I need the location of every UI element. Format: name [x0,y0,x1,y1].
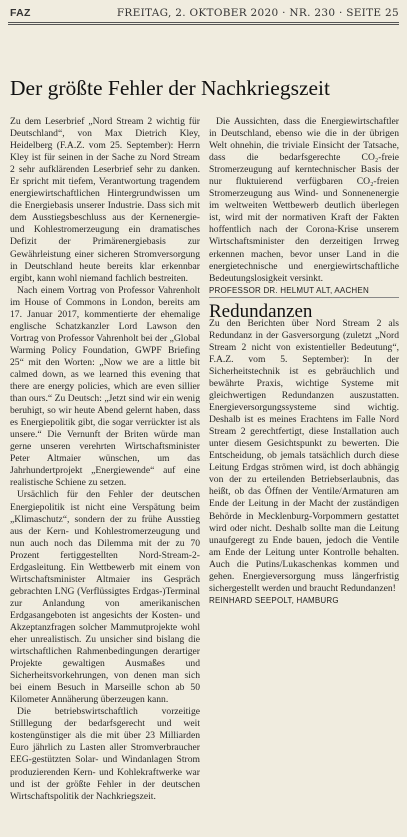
header-rule-double [8,24,399,25]
letter1-paragraph: Nach einem Vortrag von Professor Vahrenholt im House of Commons in London, bereits am 17. Januar 2017, kommentierte der ehemalige englische Schatzkanzler Lord Lawson den Vortrag von Professor Vahrenholt bei der „Global Warming Policy Foundation, GWPF Briefing 25“ mit den Worten: „Now we are a little bit calmed down, as we learned this evening that there are energy policies, which are even sillier than ours.“ Zu Deutsch: „Jetzt sind wir ein wenig beruhigt, so wir heute Abend gelernt haben, dass es Energiepolitik gibt, die sogar verrückter ist als unsere.“ Die Vernunft der Briten würde man gerne unseren verehrten Wirtschaftsminister Peter Altmaier wünschen, um das Jahrhundertprojekt „Energiewende“ auf eine realistische Schiene zu setzen. [10,284,200,489]
newspaper-logo: FAZ [10,7,31,19]
letter1-paragraph: Die Aussichten, dass die Energiewirtschaftler in Deutschland, ebenso wie die in der übrigen Welt ohnehin, die triviale Einsicht der Tatsache, dass die bedarfsgerechte CO₂-freie Stromerzeugung auf kerntechnischer Basis der nur fluktuierend verfügbaren CO₂-freien Stromerzeugung aus Wind- und Sonnenenergie im weltweiten Wettbewerb deutlich überlegen ist, wird mit der normativen Kraft der Fakten hoffentlich nach der Corona-Krise unserem Wirtschaftsminister den derzeitigen Irrweg erkennen machen, bevor unser Land in die energietechnische und energiewirtschaftliche Bedeutungslosigkeit versinkt. [209,116,399,284]
letter1-paragraph: Zu dem Leserbrief „Nord Stream 2 wichtig für Deutschland“, von Max Dietrich Kley, Heidelberg (F.A.Z. vom 25. September): Herrn Kley ist für seinen in der Sache zu Nord Stream 2 sehr aufklärenden Leserbrief sehr zu danken. Er spricht mit tiefem, Verantwortung tragendem energiewirtschaftlichen Hintergrundwissen um die Energiebasis unserer Industrie. Dass sich mit dem Ausstiegsbeschluss aus der Kernenergie- und Kohlestromerzeugung ein dramatisches Defizit der Primärenergiebasis zur Gewährleistung einer sicheren Stromversorgung in Deutschland heute bereits klar erkennbar ergibt, kann wohl niemand fachlich bestreiten. [10,116,200,284]
issue-meta: FREITAG, 2. OKTOBER 2020 · NR. 230 · SEITE 25 [116,7,399,19]
header-rule [8,22,399,23]
page-header [10,7,399,21]
letter1-column [10,116,200,831]
letter2-paragraph: Zu den Berichten über Nord Stream 2 als Redundanz in der Gasversorgung (zuletzt „Nord Stream 2 nicht von existentieller Bedeutung“, F.A.Z. vom 5. September): In der Sicherheitstechnik ist es gebräuchlich und bewährte Praxis, wichtige Systeme mit gleichwertigen Redundanzen auszustatten. Energieversorgungssysteme sind wichtig. Deshalb ist es meines Erachtens im Falle Nord Stream 2 gerechtfertigt, diese Installation auch unter diesem Gesichtspunkt zu bewerten. Die Entscheidung, ob jemals tatsächlich durch diese Leitung Erdgas strömen wird, ist doch abhängig von der zu erteilenden Betriebserlaubnis, das heißt, ob das Öffnen der Ventile/Armaturen am Ende der Leitung in der Macht der zuständigen Behörde in Mecklenburg-Vorpommern gestattet wird oder nicht. Deshalb sollte man die Leitung unaufgeregt zu Ende bauen, jedoch die Ventile am Ende der Leitung unter Kontrolle behalten. Auch die Putins/Lukaschenkas kommen und gehen. Energieversorgung muss längerfristig sichergestellt werden und braucht Redundanzen! [209,317,399,594]
letter1-paragraph: Ursächlich für den Fehler der deutschen Energiepolitik ist nicht eine Verspätung beim „Klimaschutz“, sondern der zu frühe Ausstieg aus der Kern- und Kohlestromerzeugung und nun auch noch das Dilemma mit der zu 70 Prozent fertiggestellten Nord-Stream-2-Erdgasleitung. Ein Wettbewerb mit einem von Wirtschaftsminister Altmaier ins Gespräch gebrachten LNG (Verflüssigtes Erdgas-)Terminal zur Anlandung von amerikanischen Erdgasangeboten ist angesichts der Kosten- und Akzeptanzfragen solcher Mammutprojekte wohl eher unrealistisch. Zu unsicher sind bislang die wirtschaftlichen Rahmenbedingungen derartiger Projekte gewaltigen Ausmaßes und Sicherheitsvorkehrungen, von denen man sich bei einem Besuch in Marseille schon ab 50 Kilometer Annäherung überzeugen kann. [10,489,200,706]
right-column [209,116,399,831]
letter2-headline: Redundanzen [209,297,399,318]
letter1-paragraph: Die betriebswirtschaftlich vorzeitige Stilllegung der bedarfsgerecht und weit kostengünstiger als die mit über 23 Milliarden Euro jährlich zu Lasten aller Stromverbraucher EEG-gestützten Solar- und Windanlagen Strom produzierenden Kern- und Kohlekraftwerke war und ist der größte Fehler in der deutschen Wirtschaftspolitik der Nachkriegszeit. [10,706,200,802]
article-headline: Der größte Fehler der Nachkriegszeit [10,76,330,100]
letter2-signature: REINHARD SEEPOLT, HAMBURG [209,595,339,605]
letter1-signature: PROFESSOR DR. HELMUT ALT, AACHEN [209,285,369,295]
